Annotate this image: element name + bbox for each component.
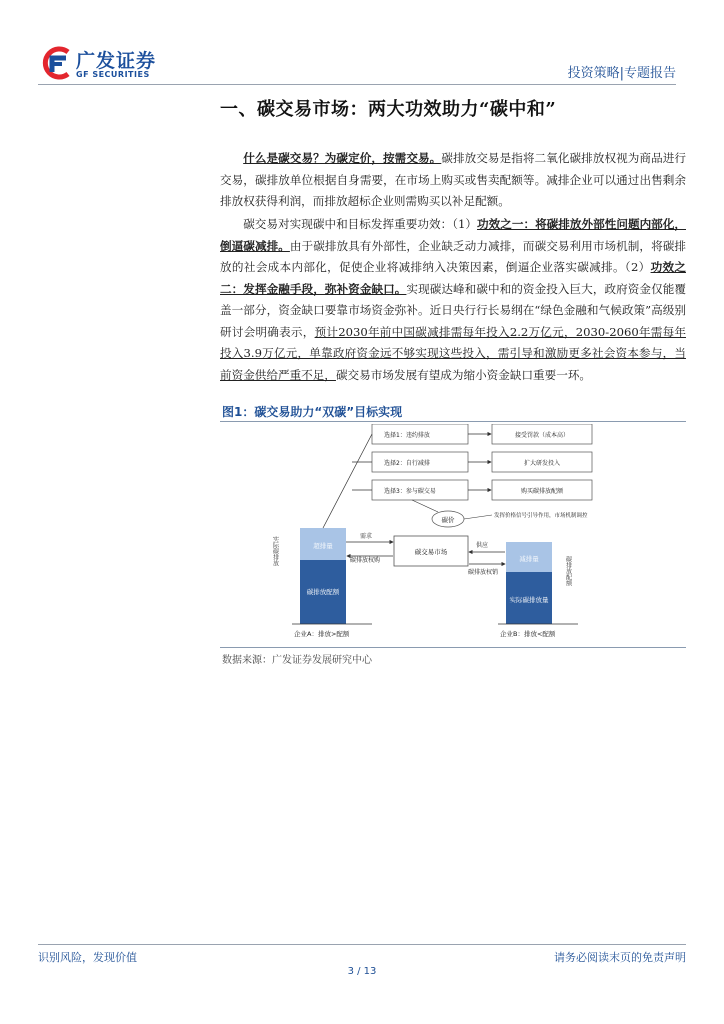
firm-b-actual-label: 实际碳排放量 <box>509 596 549 604</box>
carbon-market-label: 碳交易市场 <box>414 548 448 556</box>
logo-chinese-name: 广发证券 <box>76 50 157 72</box>
price-signal-text: 发挥价格信号引导作用，市场机制调控 <box>494 513 588 519</box>
doc-category: 投资策略|专题报告 <box>567 66 676 81</box>
logo-english-name: GF SECURITIES <box>76 70 150 79</box>
outcome-3-text: 购买碳排放配额 <box>520 488 564 495</box>
footer-disclaimer[interactable]: 请务必阅读末页的免责声明 <box>554 951 686 964</box>
effect-one: 功效之一：将碳排放外部性问题内部化，倒逼碳减排。 <box>220 217 686 253</box>
connector-choice3-price <box>412 500 438 512</box>
outcome-1-text: 接受罚款（成本高） <box>514 432 570 439</box>
firm-a-excess-label: 超排量 <box>313 542 333 550</box>
paragraph-1 <box>220 148 686 213</box>
paragraph-1-lead: 什么是碳交易？为碳定价，按需交易。 <box>243 151 442 165</box>
choice-3-text: 选择3：参与碳交易 <box>384 488 436 495</box>
carbon-trading-diagram <box>262 424 682 646</box>
figure-top-rule <box>220 421 686 422</box>
outcome-2-text: 扩大研发投入 <box>523 460 561 467</box>
section-title: 一、碳交易市场：两大功效助力“碳中和” <box>220 99 557 120</box>
firm-b-reduction-label: 减排量 <box>519 555 539 563</box>
company-logo <box>38 44 158 82</box>
firm-b-caption: 企业B：排放<配额 <box>500 630 556 638</box>
paragraph-2-intro: 碳交易对实现碳中和目标发挥重要功效：（1） <box>243 217 478 231</box>
paragraph-2-text2: 实现碳达峰和碳中和的资金投入巨大，政府资金仅能覆盖一部分，资金缺口要靠市场资金弥补。近日央行行长易纲在“绿色金融和气候政策”高级别研讨会明确表示， <box>220 281 686 339</box>
arrow-price-signal <box>464 515 492 519</box>
right-axis-label: 碳排放配额 <box>564 556 572 586</box>
paragraph-2-underlined: 预计2030年前中国碳减排需每年投入2.2万亿元，2030-2060年需每年投入3.9万亿元，单靠政府资金远不够实现这些投入，需引导和激励更多社会资本参与，当前资金供给严重不足， <box>220 324 686 382</box>
footer-slogan: 识别风险，发现价值 <box>38 951 137 964</box>
choice-2-text: 选择2：自行减排 <box>384 460 430 467</box>
connector-a-choice1 <box>323 434 372 528</box>
supply-label: 供应 <box>476 542 489 549</box>
left-axis-label: 实际碳排放 <box>271 536 279 566</box>
footer-divider <box>38 944 686 945</box>
paragraph-1-text: 碳排放交易是指将二氧化碳排放权视为商品进行交易，碳排放单位根据自身需要，在市场上购买或售卖配额等。减排企业可以通过出售剩余排放权获得利润，而排放超标企业则需购买以补足配额。 <box>220 151 686 208</box>
figure-source: 数据来源：广发证券发展研究中心 <box>222 655 372 666</box>
firm-a-quota-label: 碳排放配额 <box>306 588 340 596</box>
carbon-price-label: 碳价 <box>441 516 455 524</box>
gf-logo-icon <box>38 46 72 80</box>
figure-title: 图1：碳交易助力“双碳”目标实现 <box>222 405 403 419</box>
paragraph-2 <box>220 214 686 386</box>
effect-two: 功效之二：发挥金融手段，弥补资金缺口。 <box>220 260 686 296</box>
paragraph-2-tail: 碳交易市场发展有望成为缩小资金缺口重要一环。 <box>335 367 592 382</box>
buy-quota-label: 碳排放权购 <box>350 557 381 564</box>
figure-bottom-rule <box>220 647 686 648</box>
sell-quota-label: 碳排放权销 <box>468 569 499 576</box>
firm-a-caption: 企业A：排放>配额 <box>294 630 350 638</box>
choice-1-text: 选择1：违约排放 <box>384 432 430 439</box>
demand-label: 需求 <box>360 533 373 540</box>
page-number: 3 / 13 <box>347 966 377 977</box>
paragraph-2-text1: 由于碳排放具有外部性，企业缺乏动力减排，而碳交易利用市场机制，将碳排放的社会成本内部化，促使企业将减排纳入决策因素，倒逼企业落实碳减排。（2） <box>220 238 686 274</box>
header-divider <box>38 84 676 85</box>
